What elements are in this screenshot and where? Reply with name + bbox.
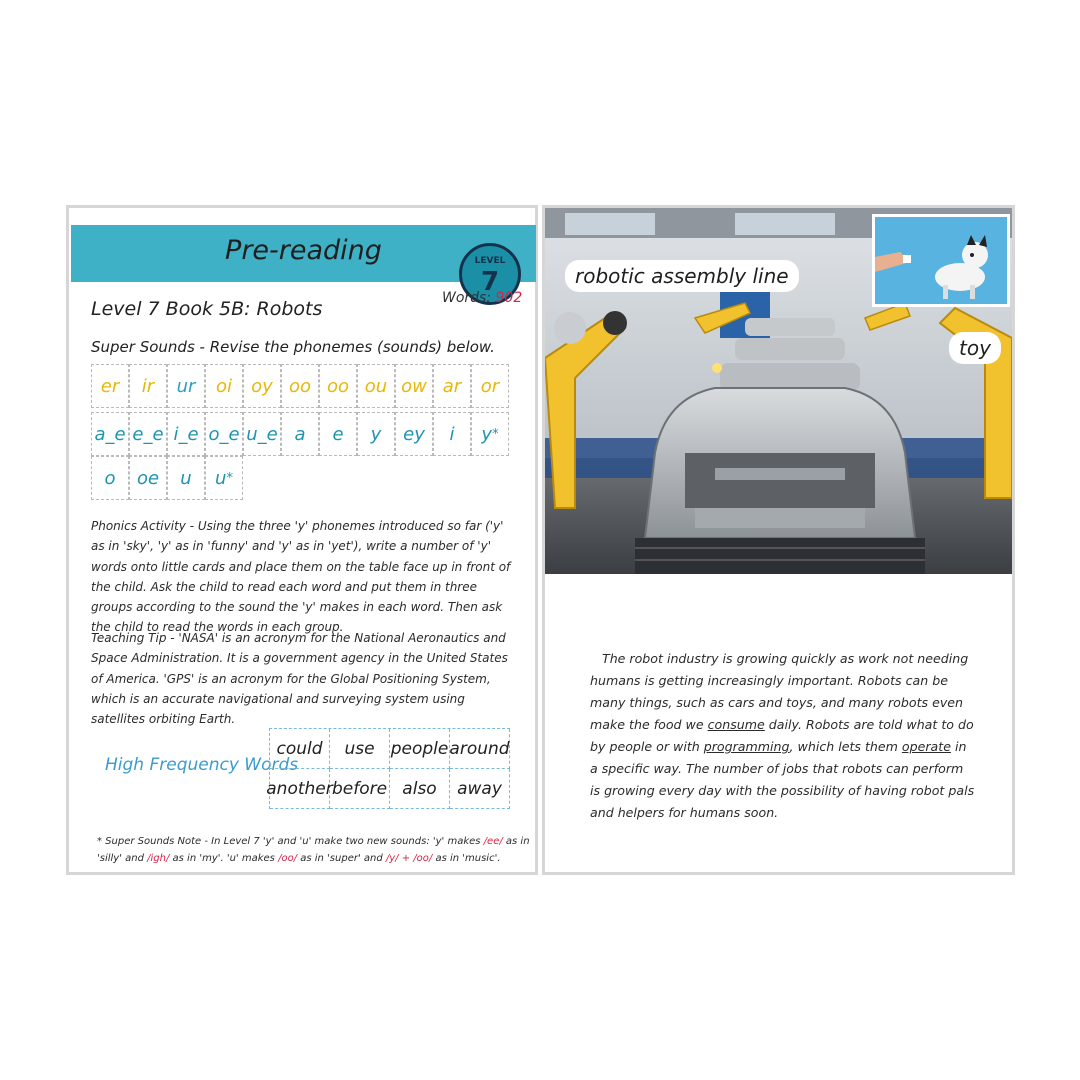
teaching-tip: Teaching Tip - 'NASA' is an acronym for the National Aeronautics and Space Administration. It is a government agency in the United States of America. 'GPS' is an acronym for the Global Positioning System, which is an accurate navigational and surveying system using satellites orbiting Earth.: [91, 631, 508, 727]
hfw-word: around: [450, 729, 510, 769]
phoneme-cell: ow: [395, 364, 433, 408]
phoneme-cell: ey: [395, 412, 433, 456]
phoneme-cell: i_e: [167, 412, 205, 456]
phoneme-cell: u: [167, 456, 205, 500]
phoneme-cell: or: [471, 364, 509, 408]
note-sound: /igh/: [147, 853, 170, 864]
pre-reading-page: [66, 205, 538, 875]
hfw-word: use: [330, 729, 390, 769]
phoneme-cell: oo: [281, 364, 319, 408]
phonics-activity: Phonics Activity - Using the three 'y' phonemes introduced so far ('y' as in 'sky', 'y' as in 'funny' and 'y' as in 'yet'), write a number of 'y' words onto little cards and place them on the table face up in front of the child. Ask the child to read each word and put them in three groups according to the sound the 'y' makes in each word. Then ask the child to read the words in each group.: [91, 519, 511, 635]
story-text: [590, 648, 975, 824]
hfw-word: away: [450, 769, 510, 809]
super-sounds-heading: Super Sounds - Revise the phonemes (sounds) below.: [91, 338, 495, 356]
note-sound: /y/ + /oo/: [385, 853, 433, 864]
story-sentence: , which lets them: [789, 739, 902, 754]
phoneme-cell: o_e: [205, 412, 243, 456]
hfw-word: before: [330, 769, 390, 809]
banner-title: Pre-reading: [225, 235, 382, 266]
phoneme-row-1: [91, 364, 509, 408]
hfw-word: could: [270, 729, 330, 769]
phoneme-cell: er: [91, 364, 129, 408]
words-count: 902: [495, 290, 523, 306]
phoneme-cell: oy: [243, 364, 281, 408]
hfw-word: people: [390, 729, 450, 769]
phoneme-cell: ir: [129, 364, 167, 408]
story-sentence: in a specific way. The number of jobs that robots can perform is growing every day with the possibility of having robot pals and helpers for humans soon.: [590, 739, 975, 820]
phoneme-text: y: [481, 423, 493, 445]
phoneme-cell: i: [433, 412, 471, 456]
phoneme-row-2: [91, 412, 509, 456]
super-sounds-note: [97, 833, 537, 867]
note-text: as in 'music'.: [432, 853, 501, 864]
hfw-word: another: [270, 769, 330, 809]
phoneme-cell: a_e: [91, 412, 129, 456]
phoneme-cell: oo: [319, 364, 357, 408]
phoneme-cell-starred: [471, 412, 509, 456]
phoneme-text: u: [215, 467, 227, 489]
title-banner: [71, 225, 536, 297]
toy-robot-dog-image: [875, 217, 1007, 304]
star-mark: *: [492, 426, 499, 442]
note-text: as in 'my'. 'u' makes: [169, 853, 279, 864]
toy-inset: [872, 214, 1010, 307]
book-title: Level 7 Book 5B: Robots: [91, 298, 323, 320]
level-label: LEVEL: [474, 256, 506, 266]
vocab-programming: programming: [703, 739, 790, 754]
word-count: [442, 290, 522, 306]
phoneme-cell: u_e: [243, 412, 281, 456]
story-page: [542, 205, 1015, 875]
phoneme-cell-starred: [205, 456, 243, 500]
phoneme-cell: ar: [433, 364, 471, 408]
hfw-label: High Frequency Words: [105, 755, 299, 775]
phoneme-cell: e_e: [129, 412, 167, 456]
callout-assembly-line: robotic assembly line: [565, 260, 799, 292]
note-text: as in 'silly' and: [97, 836, 530, 864]
hfw-grid: [266, 728, 510, 809]
level-number: 7: [480, 267, 500, 297]
note-text: * Super Sounds Note - In Level 7 'y' and 'u' make two new sounds: 'y' makes: [97, 836, 484, 847]
assembly-line-photo: [545, 208, 1012, 574]
story-sentence: The robot industry is growing quickly as work not needing humans is getting increasingly important. Robots can be many things, such as cars and toys, and many robots even make the food we: [590, 651, 969, 732]
phoneme-cell: oi: [205, 364, 243, 408]
story-sentence: daily. Robots are told what to do by people or with: [590, 717, 974, 754]
phoneme-row-3: [91, 456, 243, 500]
note-sound: /oo/: [278, 853, 298, 864]
phoneme-cell: a: [281, 412, 319, 456]
phoneme-cell: oe: [129, 456, 167, 500]
callout-toy: toy: [949, 332, 1001, 364]
phoneme-cell: o: [91, 456, 129, 500]
phoneme-cell: y: [357, 412, 395, 456]
vocab-consume: consume: [707, 717, 765, 732]
vocab-operate: operate: [901, 739, 951, 754]
phoneme-cell: ur: [167, 364, 205, 408]
phoneme-cell: e: [319, 412, 357, 456]
hfw-word: also: [390, 769, 450, 809]
note-text: as in 'super' and: [297, 853, 386, 864]
phoneme-cell: ou: [357, 364, 395, 408]
note-sound: /ee/: [483, 836, 503, 847]
words-label: Words:: [442, 290, 492, 306]
star-mark: *: [226, 470, 233, 486]
